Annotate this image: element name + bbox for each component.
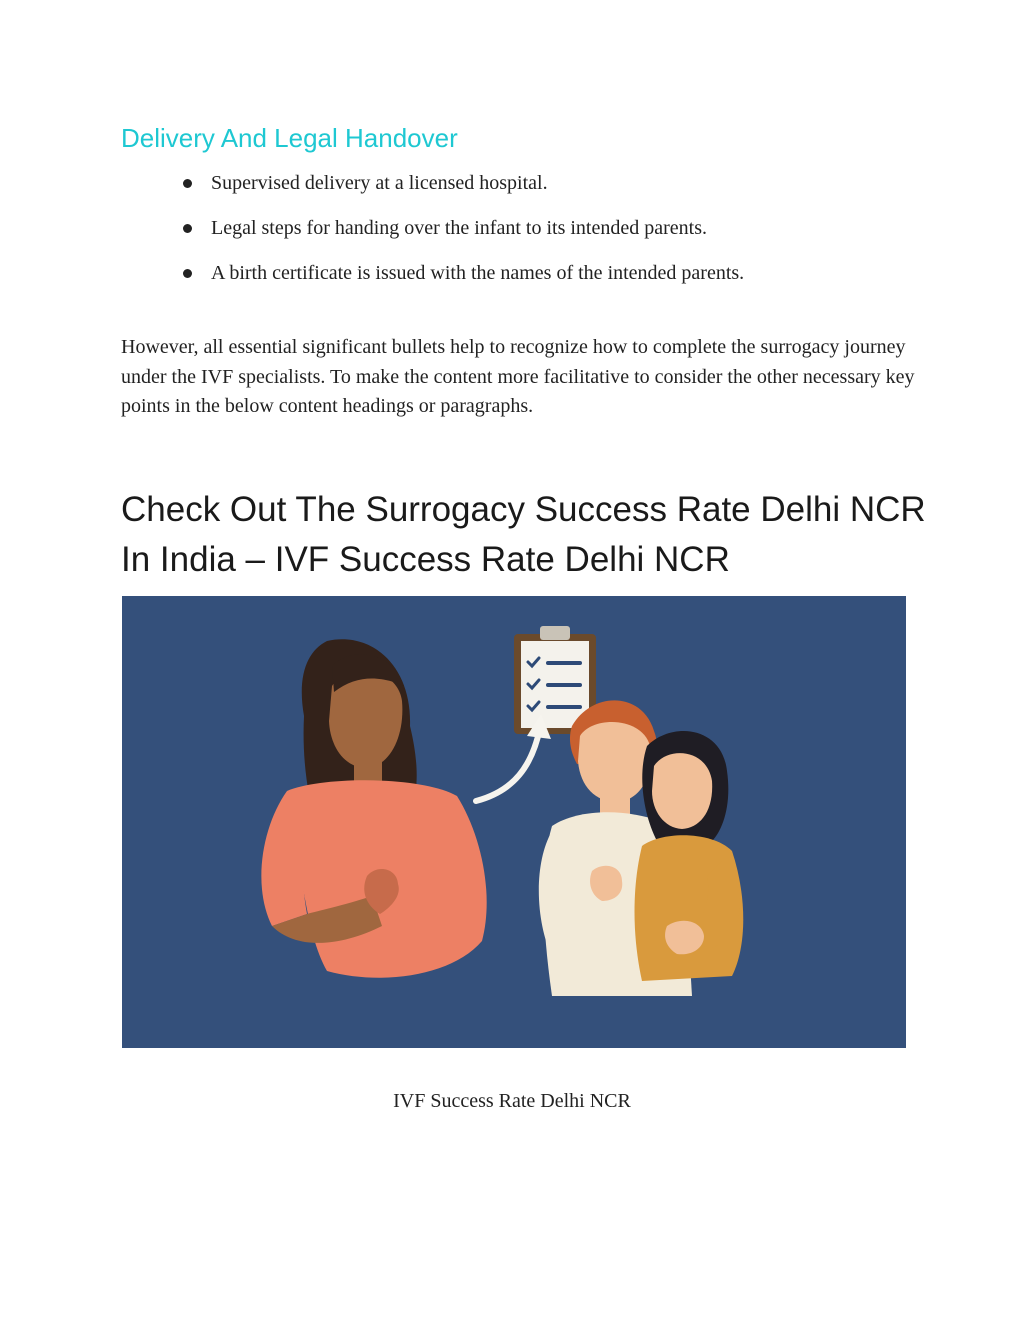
section-subheading: Delivery And Legal Handover (121, 123, 458, 153)
article-heading: Check Out The Surrogacy Success Rate Delhi NCR In India – IVF Success Rate Delhi NCR (121, 490, 926, 579)
bullet-dot-icon (183, 224, 192, 233)
list-item-text: A birth certificate is issued with the names of the intended parents. (211, 262, 745, 284)
list-item-text: Legal steps for handing over the infant to its intended parents. (211, 217, 707, 239)
body-paragraph: However, all essential significant bullets help to recognize how to complete the surrogacy journey under the IVF specialists. To make the content more facilitative to consider the other necessary key points in the below content headings or paragraphs. (121, 336, 915, 417)
list-item-text: Supervised delivery at a licensed hospital. (211, 172, 548, 194)
bullet-list (181, 170, 744, 305)
list-item (181, 215, 744, 260)
arrow-icon (476, 714, 551, 801)
list-item (181, 260, 744, 305)
illustration-svg (122, 596, 906, 1048)
bullet-dot-icon (183, 269, 192, 278)
surrogacy-illustration (122, 596, 906, 1048)
pregnant-woman-figure (261, 639, 486, 977)
woman-figure (635, 731, 744, 981)
bullet-dot-icon (183, 179, 192, 188)
figure-caption: IVF Success Rate Delhi NCR (393, 1090, 631, 1112)
list-item (181, 170, 744, 215)
